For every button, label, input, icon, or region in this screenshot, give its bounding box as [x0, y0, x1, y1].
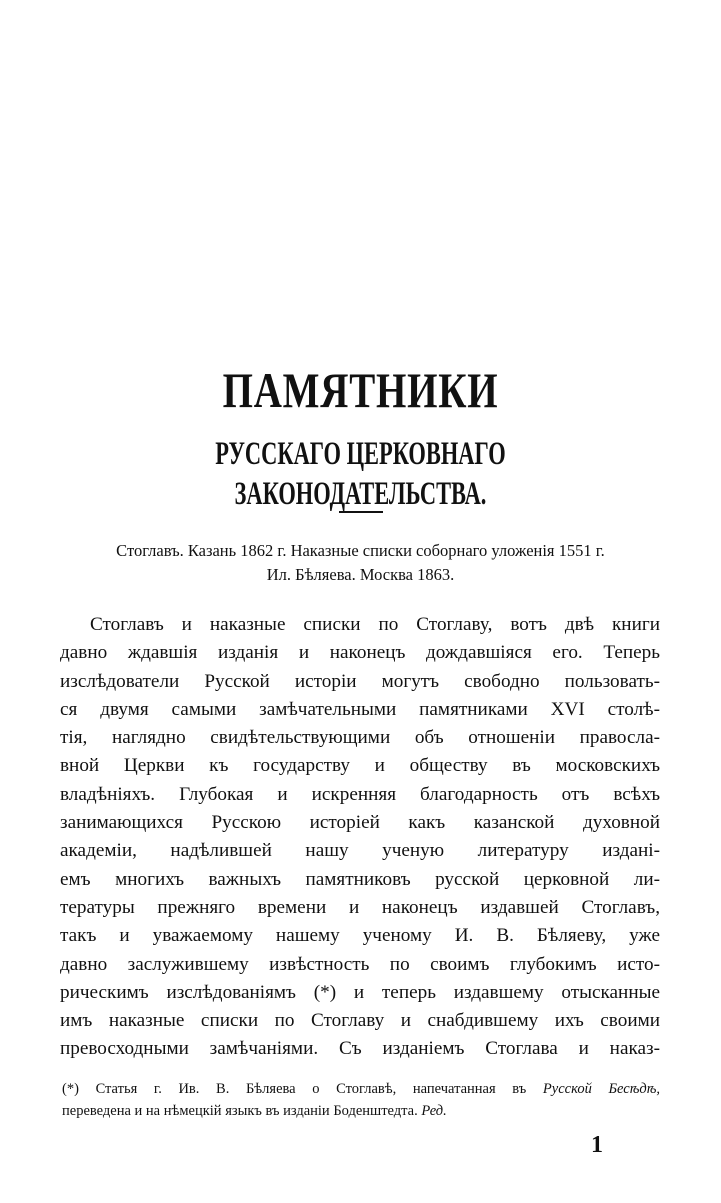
body-line: Стоглавъ и наказные списки по Стоглаву, вотъ двѣ книги — [90, 614, 660, 635]
footnote-line — [62, 1100, 660, 1122]
footnote-marker: (*) — [62, 1081, 79, 1097]
body-line: имъ наказные списки по Стоглаву и снабдившему ихъ своими — [60, 1010, 660, 1032]
footnote-text: переведена и на нѣмецкій языкъ въ изданіи Боденштедта. — [62, 1103, 418, 1119]
body-line: такъ и уважаемому нашему ученому И. В. Бѣляеву, уже — [60, 925, 660, 947]
body-line: изслѣдователи Русской исторіи могутъ свободно пользовать- — [60, 670, 660, 692]
body-line: тературы прежняго времени и наконецъ издавшей Стоглавъ, — [60, 896, 660, 918]
source-line: Стоглавъ. Казань 1862 г. Наказные списки соборнаго уложенія 1551 г. — [116, 541, 605, 560]
footnote-italic: Русской Бесѣдѣ, — [542, 1081, 660, 1097]
page-title: ПАМЯТНИКИ — [222, 362, 499, 418]
body-line: давно заслужившему извѣстность по своимъ глубокимъ исто- — [60, 953, 660, 975]
footnote — [62, 1078, 660, 1122]
body-line: рическимъ изслѣдованіямъ (*) и теперь издавшему отысканные — [60, 981, 660, 1003]
footnote-italic: Ред. — [421, 1103, 447, 1119]
body-paragraph — [60, 611, 660, 1064]
body-line: давно ждавшія изданія и наконецъ дождавшіяся его. Теперь — [60, 642, 660, 664]
footnote-text: Статья г. Ив. В. Бѣляева о Стоглавѣ, напечатанная въ — [95, 1081, 527, 1097]
body-line: тія, наглядно свидѣтельствующими объ отношеніи правосла- — [60, 727, 660, 749]
title-divider — [339, 511, 383, 513]
body-line: ся двумя самыми замѣчательными памятниками XVI столѣ- — [60, 698, 660, 720]
body-line: вной Церкви къ государству и обществу въ московскихъ — [60, 755, 660, 777]
footnote-line — [62, 1078, 660, 1100]
body-line: академіи, надѣлившей нашу ученую литературу издані- — [60, 840, 660, 862]
body-line: превосходными замѣчаніями. Съ изданіемъ Стоглава и наказ- — [60, 1038, 660, 1060]
page-subtitle: РУССКАГО ЦЕРКОВНАГО ЗАКОНОДАТЕЛЬСТВА. — [215, 436, 506, 512]
body-line: занимающихся Русскою исторіей какъ казанской духовной — [60, 812, 660, 834]
body-line: владѣніяхъ. Глубокая и искренняя благодарность отъ всѣхъ — [60, 783, 660, 805]
page-number: 1 — [591, 1132, 603, 1158]
source-line: Ил. Бѣляева. Москва 1863. — [266, 565, 455, 584]
source-citation — [40, 539, 681, 587]
body-line: емъ многихъ важныхъ памятниковъ русской церковной ли- — [60, 868, 660, 890]
